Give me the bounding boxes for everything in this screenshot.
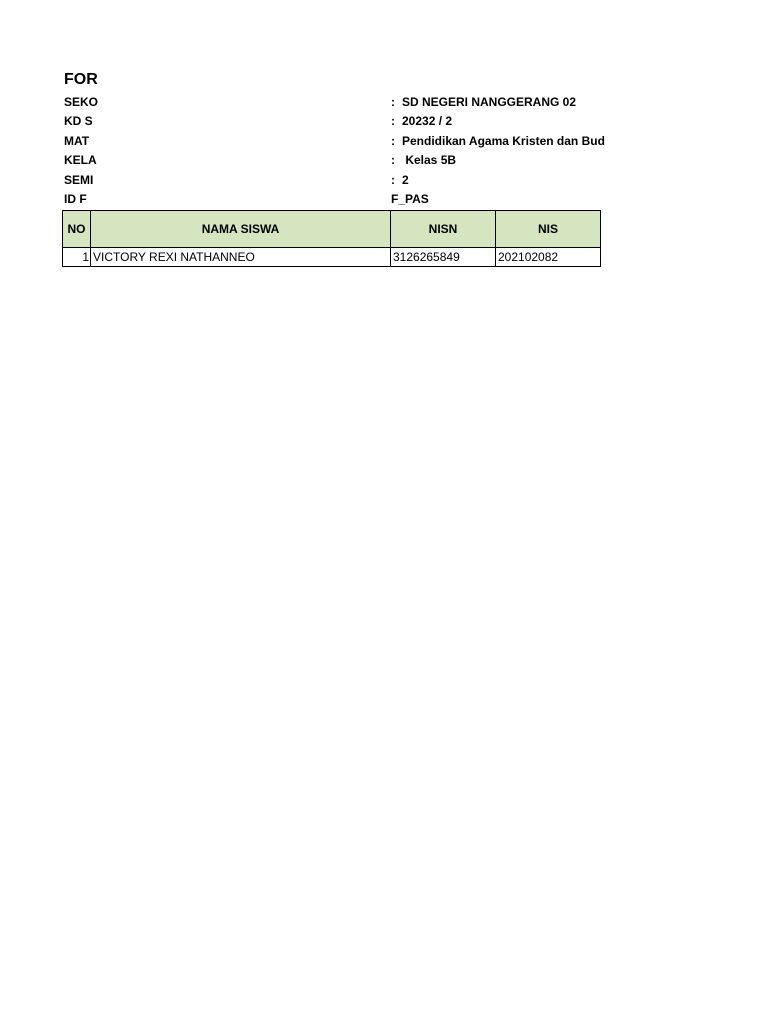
info-label-kd: KD S xyxy=(64,114,93,128)
info-value-text: 20232 / 2 xyxy=(402,114,453,128)
info-value-id xyxy=(391,191,601,207)
info-value-text: 2 xyxy=(402,173,409,187)
info-label-id: ID F xyxy=(64,192,87,206)
table-header-row xyxy=(63,211,601,248)
info-separator: : xyxy=(391,114,395,128)
header-no: NO xyxy=(63,211,91,248)
info-separator: : xyxy=(391,95,395,109)
cell-nisn[interactable]: 3126265849 xyxy=(391,248,496,267)
cell-nis[interactable]: 202102082 xyxy=(496,248,601,267)
cell-nama-siswa[interactable]: VICTORY REXI NATHANNEO xyxy=(91,248,391,267)
info-separator: : xyxy=(391,153,395,167)
table-row xyxy=(63,248,601,267)
info-label-mapel: MAT xyxy=(64,134,90,148)
info-separator: : xyxy=(391,173,395,187)
info-label-sekolah: SEKO xyxy=(64,95,99,109)
info-value-kelas xyxy=(391,152,601,168)
info-value-semester xyxy=(391,172,601,188)
header-nama-siswa: NAMA SISWA xyxy=(91,211,391,248)
info-label-semester: SEMI xyxy=(64,173,94,187)
student-table xyxy=(62,210,601,267)
cell-no[interactable]: 1 xyxy=(63,248,91,267)
info-value-text: Pendidikan Agama Kristen dan Bud xyxy=(402,134,605,148)
info-value-kd xyxy=(391,113,601,129)
info-value-text: SD NEGERI NANGGERANG 02 xyxy=(402,95,577,109)
info-value-text: Kelas 5B xyxy=(402,153,457,167)
info-value-mapel xyxy=(391,133,605,149)
info-value-text: F_PAS xyxy=(391,192,429,206)
info-separator: : xyxy=(391,134,395,148)
header-nis: NIS xyxy=(496,211,601,248)
form-title: FOR xyxy=(64,71,98,88)
header-nisn: NISN xyxy=(391,211,496,248)
info-label-kelas: KELA xyxy=(64,153,97,167)
info-value-sekolah xyxy=(391,94,601,110)
